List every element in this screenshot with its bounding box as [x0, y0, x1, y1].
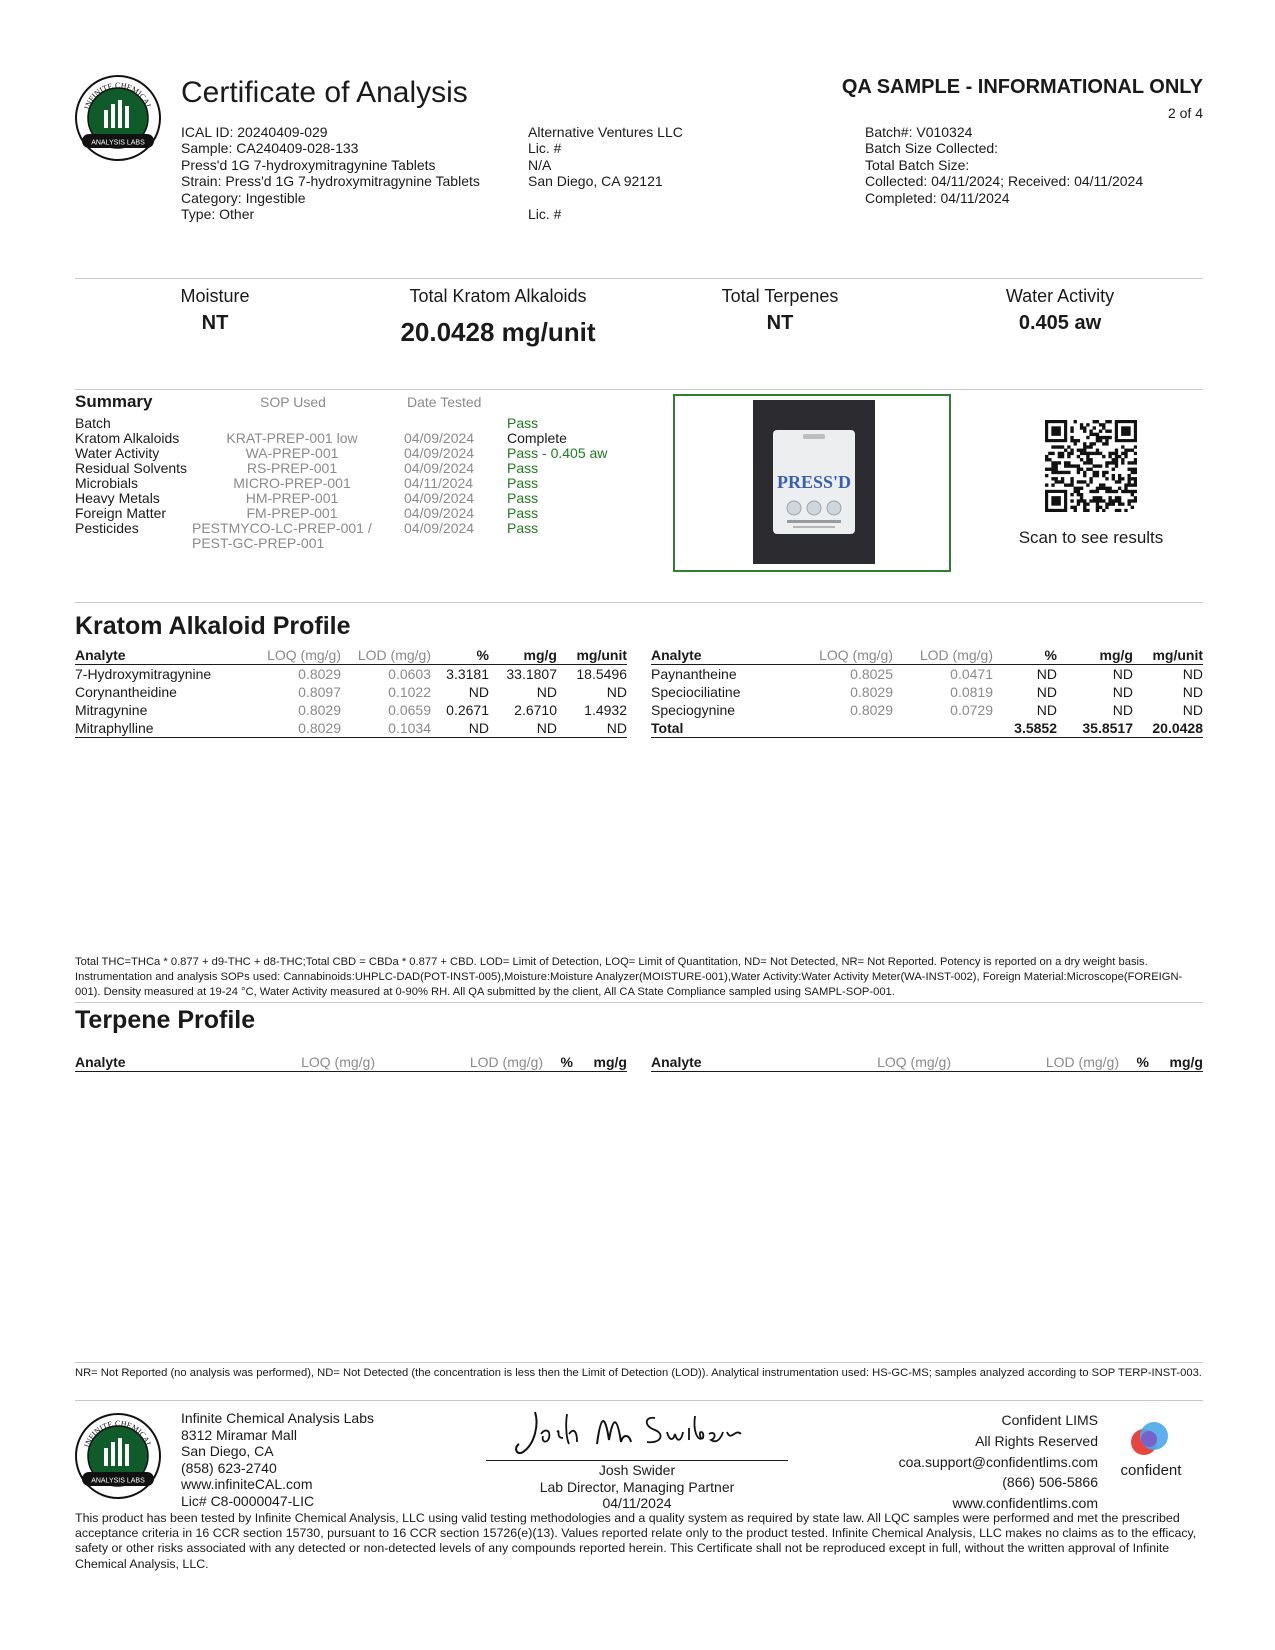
summary-sop: MICRO-PREP-001: [233, 475, 351, 491]
qr-caption: Scan to see results: [1018, 528, 1164, 547]
signer-name: Josh Swider: [598, 1462, 676, 1478]
date-header: Date Tested: [407, 394, 482, 410]
table-row: [75, 665, 627, 684]
metric-label: Moisture: [180, 286, 250, 306]
divider: [75, 1400, 1203, 1401]
metric-value: 0.405 aw: [1018, 312, 1102, 334]
cell: ND: [1112, 702, 1133, 718]
cell: 0.8029: [298, 666, 341, 682]
cell: 3.3181: [446, 666, 489, 682]
confident-logo-icon: [1128, 1420, 1172, 1460]
col-lod: LOD (mg/g): [893, 645, 993, 665]
cell: 0.0471: [950, 666, 993, 682]
sop-header: SOP Used: [260, 394, 326, 410]
col-percent: %: [993, 645, 1057, 665]
client-license: Lic. #: [528, 140, 562, 157]
svg-text:INFINITE CHEMICAL: INFINITE CHEMICAL: [82, 80, 154, 111]
cell: 0.8029: [255, 719, 341, 738]
metric-label: Total Terpenes: [721, 286, 839, 306]
summary-sop: PEST-GC-PREP-001: [192, 535, 325, 551]
col-mg-unit: mg/unit: [557, 645, 627, 665]
batch-size-collected: Batch Size Collected:: [865, 140, 999, 157]
batch-number: Batch#: V010324: [865, 124, 973, 140]
cell: [893, 719, 993, 738]
col-analyte: Analyte: [75, 645, 255, 665]
col-mg-g: mg/g: [573, 1052, 627, 1072]
metric-value: NT: [766, 312, 794, 334]
sample-info: [181, 124, 480, 222]
col-analyte: Analyte: [651, 1052, 801, 1072]
summary-sops: [192, 416, 392, 551]
cell: ND: [1182, 702, 1203, 718]
kratom-profile-title: Kratom Alkaloid Profile: [75, 612, 351, 640]
table-row: [651, 665, 1203, 684]
col-loq: LOQ (mg/g): [255, 645, 341, 665]
divider: [75, 1362, 1203, 1363]
metric-value: 20.0428 mg/unit: [400, 317, 596, 347]
strain: Strain: Press'd 1G 7-hydroxymitragynine Tablets: [181, 173, 480, 190]
summary-item: Foreign Matter: [75, 505, 167, 521]
cell: 3.5852: [993, 719, 1057, 738]
summary-sop: [192, 416, 392, 431]
summary-sop: PESTMYCO-LC-PREP-001 /: [192, 520, 372, 536]
qa-sample-label: QA SAMPLE - INFORMATIONAL ONLY: [841, 76, 1203, 98]
cell: Speciociliatine: [651, 684, 741, 700]
cell: Paynantheine: [651, 666, 737, 682]
type: Type: Other: [181, 206, 255, 223]
summary-date: 04/09/2024: [404, 490, 475, 506]
summary-result: Complete: [507, 430, 567, 446]
cell: 7-Hydroxymitragynine: [75, 666, 212, 682]
col-percent: %: [543, 1052, 573, 1072]
lab-website[interactable]: www.infiniteCAL.com: [181, 1476, 313, 1493]
kratom-table-right: [651, 645, 1203, 738]
cell: Total: [651, 719, 801, 738]
terpene-profile-title: Terpene Profile: [75, 1006, 256, 1034]
ical-logo: [74, 74, 162, 162]
cell: 0.8029: [298, 702, 341, 718]
lab-phone: (858) 623-2740: [181, 1459, 277, 1476]
cell: ND: [1182, 666, 1203, 682]
cell: 33.1807: [506, 666, 557, 682]
cell: ND: [1182, 684, 1203, 700]
cell: ND: [1036, 684, 1057, 700]
terpene-table-left: [75, 1052, 627, 1072]
cell: 0.8029: [850, 702, 893, 718]
cell: 0.0819: [950, 684, 993, 700]
cell: 2.6710: [514, 702, 557, 718]
lims-phone: (866) 506-5866: [1002, 1474, 1098, 1491]
cell: 0.8025: [850, 666, 893, 682]
signature: [505, 1404, 775, 1460]
summary-sop: RS-PREP-001: [246, 460, 338, 476]
divider: [75, 389, 1203, 390]
table-row-total: [651, 719, 1203, 738]
metric-label: Total Kratom Alkaloids: [409, 286, 587, 306]
divider: [75, 602, 1203, 603]
summary-item: Kratom Alkaloids: [75, 430, 180, 446]
page-title: Certificate of Analysis: [181, 76, 468, 109]
table-row: [75, 701, 627, 719]
metric-total-kratom: [338, 286, 658, 348]
client-spacer: [528, 190, 683, 206]
product-brand-text: PRESS'D: [776, 472, 852, 492]
svg-text:ANALYSIS LABS: ANALYSIS LABS: [91, 139, 145, 147]
summary-item: Residual Solvents: [75, 460, 188, 476]
terpene-table-right: [651, 1052, 1203, 1072]
summary-item: Water Activity: [75, 445, 160, 461]
lims-name: Confident LIMS: [1001, 1412, 1098, 1428]
summary-item: Batch: [75, 415, 111, 431]
cell: ND: [1036, 666, 1057, 682]
signer-title: Lab Director, Managing Partner: [539, 1478, 735, 1495]
cell: Speciogynine: [651, 702, 736, 718]
summary-date: 04/09/2024: [404, 430, 475, 446]
summary-date: 04/09/2024: [404, 445, 475, 461]
summary-title: Summary: [75, 392, 153, 411]
page-number: 2 of 4: [1167, 105, 1203, 121]
client-license-value: N/A: [528, 156, 552, 173]
cell: 0.1022: [388, 684, 431, 700]
col-loq: LOQ (mg/g): [801, 645, 893, 665]
col-analyte: Analyte: [651, 645, 801, 665]
lab-street: 8312 Miramar Mall: [181, 1426, 297, 1443]
summary-sop: WA-PREP-001: [245, 445, 339, 461]
table-header-row: [651, 1052, 1203, 1072]
cell: 0.0603: [388, 666, 431, 682]
product-photo-image: [675, 396, 949, 570]
summary-date: 04/09/2024: [404, 505, 475, 521]
collected-received: Collected: 04/11/2024; Received: 04/11/2024: [865, 173, 1144, 190]
signer-date: 04/11/2024: [602, 1495, 672, 1512]
lab-contact: [181, 1410, 374, 1510]
summary-item: Heavy Metals: [75, 490, 160, 506]
terpene-footnote: NR= Not Reported (no analysis was performed), ND= Not Detected (the concentration is less then the Limit of Detection (LOD)). Analytical instrumentation used: HS-GC-MS; samples analyzed according to SOP TERP-INST-003.: [75, 1367, 1202, 1379]
table-row: [651, 701, 1203, 719]
signer-block: [486, 1462, 788, 1512]
col-mg-g: mg/g: [489, 645, 557, 665]
col-mg-g: mg/g: [1149, 1052, 1203, 1072]
table-header-row: [75, 645, 627, 665]
col-mg-g: mg/g: [1057, 645, 1133, 665]
summary-result: Pass: [507, 505, 539, 521]
kratom-footnote: Total THC=THCa * 0.877 + d9-THC + d8-THC;Total CBD = CBDa * 0.877 + CBD. LOD= Limit of Detection, LOQ= Limit of Quantitation, ND= Not Detected, NR= Not Reported. Potency is reported on a dry weight basis. Instrumentation and analysis SOPs used: Cannabinoids:UHPLC-DAD(POT-INST-005),Moisture:Moisture Analyzer(MOISTURE-001),Water Activity:Water Activity Meter(WA-INST-002), Foreign Material:Microscope(FOREIGN-001). Density measured at 19-24 °C, Water Activity measured at 0-90% RH. All QA submitted by the client, All CA State Compliance sampled using SAMPL-SOP-001.: [75, 956, 1183, 998]
product-photo: [673, 394, 951, 572]
table-row: [75, 719, 627, 738]
signature-line: [486, 1460, 788, 1461]
cell: 0.0659: [388, 702, 431, 718]
summary-item: Pesticides: [75, 520, 139, 536]
confident-logo-text: confident: [1120, 1462, 1182, 1479]
summary-dates: [404, 416, 474, 536]
svg-text:ANALYSIS LABS: ANALYSIS LABS: [91, 1477, 145, 1485]
table-header-row: [75, 1052, 627, 1072]
col-loq: LOQ (mg/g): [225, 1052, 375, 1072]
lab-license: Lic# C8-0000047-LIC: [181, 1492, 315, 1509]
cell: ND: [557, 719, 627, 738]
summary-result: Pass: [507, 460, 539, 476]
cell: ND: [1112, 666, 1133, 682]
qr-code[interactable]: [1045, 420, 1137, 512]
col-percent: %: [1119, 1052, 1149, 1072]
col-lod: LOD (mg/g): [341, 645, 431, 665]
cell: 0.8029: [850, 684, 893, 700]
cell: ND: [1036, 702, 1057, 718]
metric-label: Water Activity: [1005, 286, 1115, 306]
table-row: [651, 683, 1203, 701]
divider: [75, 278, 1203, 279]
summary-sop: FM-PREP-001: [246, 505, 338, 521]
summary-items: [75, 416, 187, 536]
client-name: Alternative Ventures LLC: [528, 124, 683, 140]
ical-id: ICAL ID: 20240409-029: [181, 124, 328, 140]
client-address: San Diego, CA 92121: [528, 173, 663, 190]
summary-date: 04/09/2024: [404, 520, 475, 536]
summary-date: [404, 416, 474, 431]
table-row: [75, 683, 627, 701]
lims-rights: All Rights Reserved: [975, 1432, 1098, 1449]
cell: 0.8097: [298, 684, 341, 700]
cell: ND: [536, 684, 557, 700]
kratom-table-left: [75, 645, 627, 738]
cell: ND: [606, 684, 627, 700]
col-percent: %: [431, 645, 489, 665]
summary-sop: KRAT-PREP-001 low: [226, 430, 358, 446]
product-name: Press'd 1G 7-hydroxymitragynine Tablets: [181, 156, 436, 173]
lims-email[interactable]: coa.support@confidentlims.com: [898, 1453, 1098, 1470]
col-lod: LOD (mg/g): [375, 1052, 543, 1072]
metric-value: NT: [201, 312, 229, 334]
summary-result: Pass: [507, 415, 539, 431]
metric-water-activity: [950, 286, 1170, 335]
client-license-2: Lic. #: [528, 206, 562, 223]
client-info: [528, 124, 683, 222]
cell: [801, 719, 893, 738]
cell: ND: [489, 719, 557, 738]
cell: 0.0729: [950, 702, 993, 718]
metric-moisture: [105, 286, 325, 335]
summary-result: Pass: [507, 490, 539, 506]
col-mg-unit: mg/unit: [1133, 645, 1203, 665]
lab-city: San Diego, CA: [181, 1443, 274, 1460]
cell: Mitraphylline: [75, 719, 255, 738]
summary-result: Pass: [507, 520, 539, 536]
cell: 35.8517: [1057, 719, 1133, 738]
cell: 0.2671: [446, 702, 489, 718]
col-analyte: Analyte: [75, 1052, 225, 1072]
summary-result: Pass: [507, 475, 539, 491]
total-batch-size: Total Batch Size:: [865, 156, 970, 173]
lims-contact: [899, 1410, 1098, 1514]
completed-date: Completed: 04/11/2024: [865, 189, 1010, 206]
summary-sop: HM-PREP-001: [245, 490, 339, 506]
summary-date: 04/09/2024: [404, 460, 475, 476]
cell: ND: [431, 719, 489, 738]
summary-result: Pass - 0.405 aw: [507, 445, 608, 461]
cell: ND: [468, 684, 489, 700]
disclaimer: This product has been tested by Infinite Chemical Analysis, LLC using valid testing methodologies and a quality system as required by state law. All LQC samples were performed and met the prescribed acceptance criteria in 16 CCR section 15730, pursuant to 16 CCR section 15726(e)(13). Values reported relate only to the product tested. Infinite Chemical Analysis, LLC makes no claims as to the efficacy, safety or other risks associated with any detected or non-detected levels of any compounds reported herein. This Certificate shall not be reproduced except in full, without the written approval of Infinite Chemical Analysis, LLC.: [75, 1511, 1197, 1571]
lims-website[interactable]: www.confidentlims.com: [952, 1495, 1098, 1512]
cell: Corynantheidine: [75, 684, 177, 700]
cell: 0.1034: [341, 719, 431, 738]
category: Category: Ingestible: [181, 189, 306, 206]
col-lod: LOD (mg/g): [951, 1052, 1119, 1072]
summary-results: [507, 416, 607, 536]
summary-date: 04/11/2024: [404, 475, 474, 491]
cell: 20.0428: [1133, 719, 1203, 738]
divider: [75, 1002, 1203, 1003]
cell: ND: [1112, 684, 1133, 700]
batch-info: [865, 124, 1143, 206]
cell: 1.4932: [584, 702, 627, 718]
table-header-row: [651, 645, 1203, 665]
metric-total-terpenes: [670, 286, 890, 335]
col-loq: LOQ (mg/g): [801, 1052, 951, 1072]
summary-item: Microbials: [75, 475, 139, 491]
cell: 18.5496: [576, 666, 627, 682]
lab-name: Infinite Chemical Analysis Labs: [181, 1410, 374, 1426]
sample-id: Sample: CA240409-028-133: [181, 140, 359, 157]
cell: Mitragynine: [75, 702, 148, 718]
svg-text:INFINITE CHEMICAL: INFINITE CHEMICAL: [82, 1418, 154, 1449]
ical-logo-footer: [74, 1412, 162, 1500]
